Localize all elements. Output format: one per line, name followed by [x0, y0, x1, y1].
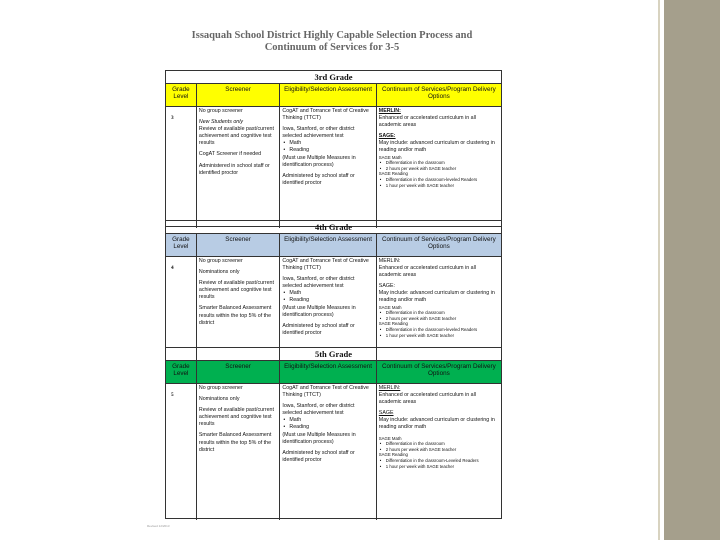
grade5-row [166, 384, 501, 520]
text: Nominations only [198, 396, 240, 403]
text: CogAT Screener if needed [198, 151, 262, 158]
text: Iowa, Stanford, or other district selected achievement test [282, 403, 355, 417]
document-page [145, 22, 519, 530]
grade5-number: 5 [166, 384, 197, 520]
text: CogAT and Torrance Test of Creative Thinking (TTCT) [282, 258, 369, 272]
text: Enhanced or accelerated curriculum in all academic areas [378, 392, 476, 406]
text: Smarter Balanced Assessment results within the top 5% of the district [198, 305, 272, 326]
text: • 1 hour per week with SAGE teacher [379, 464, 499, 470]
text: Review of available past/current achievement and cognitive test results [198, 407, 274, 428]
text: SAGE Reading [378, 452, 408, 458]
col-screener: Screener [197, 361, 281, 383]
col-services: Continuum of Services/Program Delivery Options [382, 236, 496, 250]
slide-edge-divider [658, 0, 660, 540]
text: CogAT and Torrance Test of Creative Thinking (TTCT) [282, 108, 369, 122]
text: • Math [282, 290, 373, 297]
col-eligibility: Eligibility/Selection Assessment [280, 361, 376, 383]
grade3-table [165, 70, 502, 227]
text: • 1 hour per week with SAGE teacher [379, 333, 499, 339]
text: SAGE Math [378, 304, 402, 310]
grade5-column-headers [166, 361, 501, 384]
grade3-number: 3 [166, 107, 197, 228]
col-screener: Screener [197, 84, 281, 106]
text: Smarter Balanced Assessment results within the top 5% of the district [198, 432, 272, 453]
text: MERLIN: [378, 385, 401, 391]
text: Administered by school staff or identified proctor [282, 449, 355, 463]
slide-edge-panel [664, 0, 720, 540]
col-services: Continuum of Services/Program Delivery Options [382, 363, 496, 377]
text: Review of available past/current achievement and cognitive test results [198, 280, 274, 301]
text: SAGE Math [378, 154, 402, 160]
footer-note: Revised 12/2013 [147, 524, 170, 528]
grade3-eligibility [280, 107, 376, 228]
text: New Students only [198, 119, 244, 126]
col-grade-level: Grade Level [166, 84, 197, 106]
text: • Differentiation in the classroom [379, 310, 499, 316]
col-grade-level: Grade Level [166, 361, 197, 383]
text: • Reading [282, 424, 373, 431]
text: (Must use Multiple Measures in identification process) [282, 304, 356, 318]
text: SAGE Math [378, 435, 402, 441]
text: • 2 hours per week with SAGE teacher [379, 316, 499, 322]
text: May include: advanced curriculum or clustering in reading and/or math [378, 140, 495, 154]
grade5-table [165, 347, 502, 519]
grade5-services [377, 384, 501, 520]
text: • 2 hours per week with SAGE teacher [379, 447, 499, 453]
text: Nominations only [198, 269, 240, 276]
grade3-screener [197, 107, 281, 228]
grade3-services [377, 107, 501, 228]
text: • Reading [282, 147, 373, 154]
grade4-header: 4th Grade [166, 221, 501, 234]
text: No group screener [198, 258, 243, 264]
text: (Must use Multiple Measures in identification process) [282, 154, 356, 168]
text: • 2 hours per week with SAGE teacher [379, 166, 499, 172]
text: No group screener [198, 385, 243, 391]
text: SAGE: [378, 283, 395, 290]
grade4-number: 4 [166, 257, 197, 362]
text: • Differentiation in the classroom [379, 160, 499, 166]
text: • Differentiation in the classroom-Leveled Readers [379, 458, 499, 464]
grade5-screener [197, 384, 281, 520]
text: Enhanced or accelerated curriculum in all academic areas [378, 115, 476, 129]
text: • Reading [282, 297, 373, 304]
col-screener: Screener [197, 234, 281, 256]
grade3-row [166, 107, 501, 228]
title-line-2: Continuum of Services for 3-5 [264, 42, 400, 53]
grade4-table [165, 220, 502, 361]
col-services: Continuum of Services/Program Delivery Options [382, 86, 496, 100]
text: SAGE Reading [378, 321, 408, 327]
text: MERLIN: [378, 108, 401, 114]
text: • Math [282, 140, 373, 147]
grade5-header: 5th Grade [166, 348, 501, 361]
grade3-header: 3rd Grade [166, 71, 501, 84]
text: CogAT and Torrance Test of Creative Thinking (TTCT) [282, 385, 369, 399]
text: SAGE Reading [378, 171, 408, 177]
grade4-column-headers [166, 234, 501, 257]
text: SAGE: [378, 133, 396, 140]
title-line-1: Issaquah School District Highly Capable Selection Process and [191, 30, 473, 41]
text: SAGE [378, 410, 394, 417]
grade3-column-headers [166, 84, 501, 107]
text: Iowa, Stanford, or other district selected achievement test [282, 126, 355, 140]
text: No group screener [198, 108, 243, 114]
text: May include: advanced curriculum or clustering in reading and/or math [378, 290, 495, 304]
text: May include: advanced curriculum or clustering in reading and/or math [378, 417, 495, 431]
text: Enhanced or accelerated curriculum in all academic areas [378, 265, 476, 279]
text: (Must use Multiple Measures in identification process) [282, 431, 356, 445]
text: Iowa, Stanford, or other district selected achievement test [282, 276, 355, 290]
text: • Differentiation in the classroom-leveled Readers [379, 327, 499, 333]
text: • Differentiation in the classroom [379, 441, 499, 447]
text: Administered by school staff or identified proctor [282, 322, 355, 336]
col-eligibility: Eligibility/Selection Assessment [280, 234, 376, 256]
text: MERLIN: [378, 258, 401, 264]
text: • 1 hour per week with SAGE teacher [379, 183, 499, 189]
text: • Math [282, 417, 373, 424]
col-grade-level: Grade Level [166, 234, 197, 256]
text: Administered by school staff or identified proctor [282, 172, 355, 186]
text: Administered in school staff or identified proctor [198, 162, 270, 176]
text: • Differentiation in the classroom-leveled Readers [379, 177, 499, 183]
text: Review of available past/current achievement and cognitive test results [198, 126, 274, 147]
document-title [145, 30, 519, 54]
grade5-eligibility [280, 384, 376, 520]
col-eligibility: Eligibility/Selection Assessment [280, 84, 376, 106]
